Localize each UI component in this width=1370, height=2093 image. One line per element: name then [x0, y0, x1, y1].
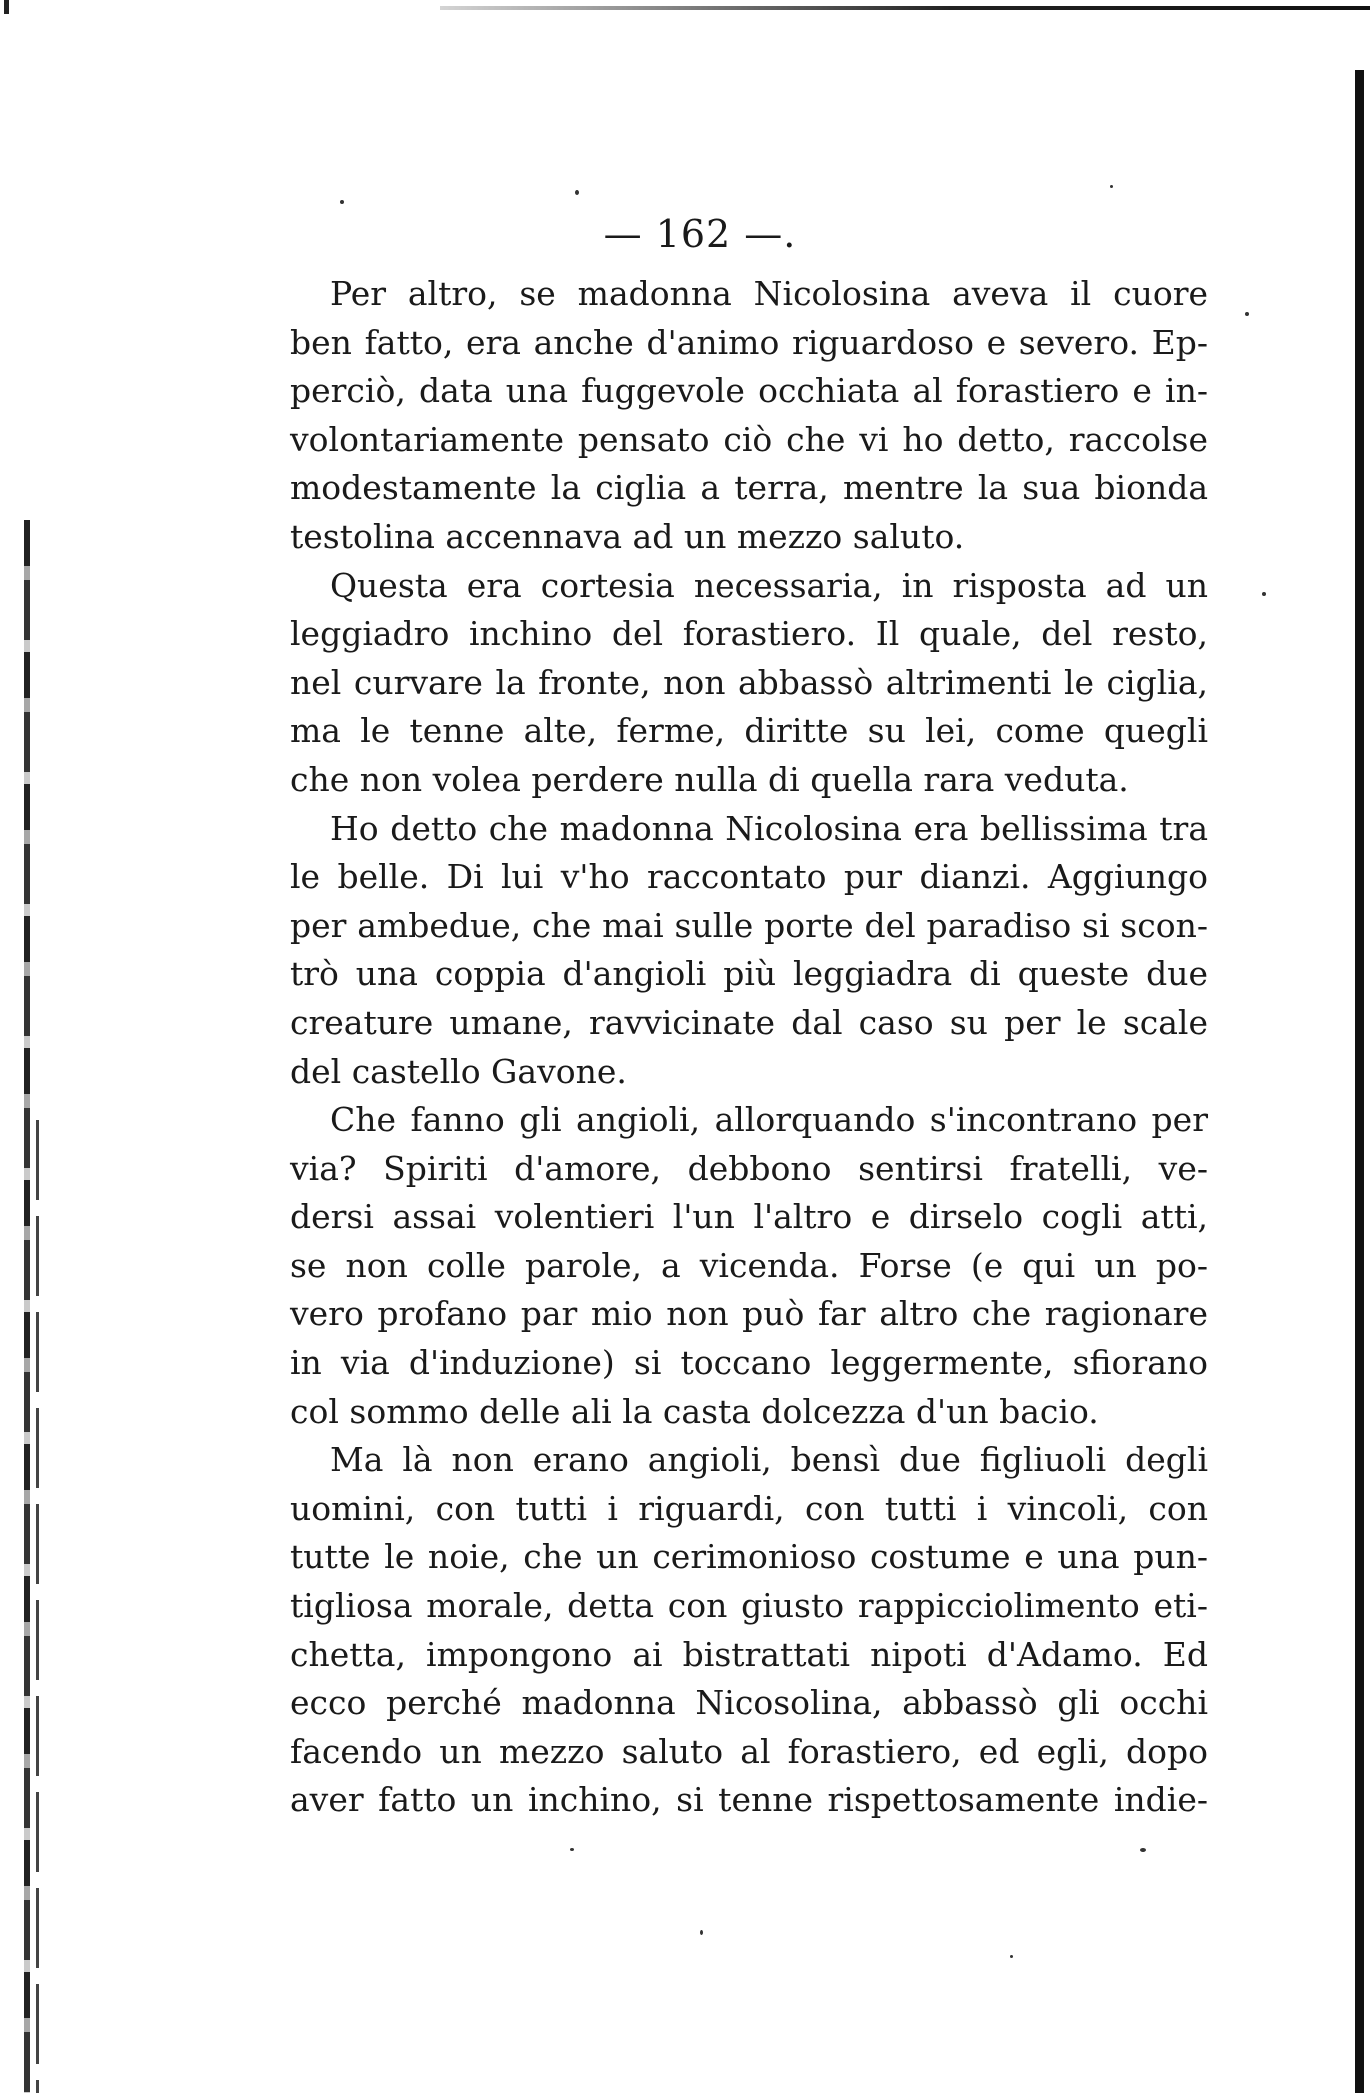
page-body [290, 270, 1208, 1825]
text-line: tigliosa morale, detta con giusto rappicciolimento eti- [290, 1586, 1208, 1626]
text-line: leggiadro inchino del forastiero. Il quale, del resto, [290, 614, 1208, 654]
text-line: Per altro, se madonna Nicolosina aveva il cuore [330, 274, 1208, 313]
text-line: se non colle parole, a vicenda. Forse (e qui un po- [290, 1245, 1208, 1285]
text-line: facendo un mezzo saluto al forastiero, ed egli, dopo [290, 1731, 1208, 1771]
text-line: ma le tenne alte, ferme, diritte su lei, come quegli [290, 711, 1208, 751]
text-line: col sommo delle ali la casta dolcezza d'un bacio. [290, 1391, 1099, 1431]
text-line: del castello Gavone. [290, 1051, 627, 1091]
scan-speck [1140, 1848, 1146, 1852]
text-line: Che fanno gli angioli, allorquando s'incontrano per [330, 1100, 1208, 1140]
scan-edge-left-inner [36, 1120, 39, 2093]
scan-speck [1245, 312, 1249, 316]
scan-speck [340, 200, 344, 204]
scan-speck [1262, 592, 1266, 596]
text-line: perciò, data una fuggevole occhiata al forastiero e in- [290, 371, 1208, 411]
text-line: le belle. Di lui v'ho raccontato pur dianzi. Aggiungo [290, 857, 1208, 897]
scan-artifact [4, 0, 9, 14]
text-line: volontariamente pensato ciò che vi ho detto, raccolse [290, 419, 1208, 459]
text-line: Questa era cortesia necessaria, in risposta ad un [330, 565, 1208, 605]
text-line: nel curvare la fronte, non abbassò altrimenti le ciglia, [290, 662, 1208, 702]
text-line: vero profano par mio non può far altro che ragionare [290, 1294, 1208, 1334]
text-line: via? Spiriti d'amore, debbono sentirsi fratelli, ve- [290, 1148, 1208, 1188]
text-line: in via d'induzione) si toccano leggermente, sfiorano [290, 1343, 1208, 1383]
text-line: Ma là non erano angioli, bensì due figliuoli degli [330, 1440, 1208, 1480]
text-line: aver fatto un inchino, si tenne rispettosamente indie- [290, 1780, 1208, 1820]
text-line: creature umane, ravvicinate dal caso su per le scale [290, 1002, 1208, 1042]
scan-speck [700, 1930, 703, 1935]
scan-speck [1010, 1955, 1013, 1958]
text-line: uomini, con tutti i riguardi, con tutti i vincoli, con [290, 1488, 1208, 1528]
scan-edge-right [1355, 70, 1364, 2093]
text-line: testolina accennava ad un mezzo saluto. [290, 516, 965, 556]
page-number: — 162 —. [603, 212, 797, 256]
text-line: per ambedue, che mai sulle porte del paradiso si scon- [290, 905, 1208, 945]
scan-edge-top [440, 6, 1370, 10]
text-line: che non volea perdere nulla di quella rara veduta. [290, 759, 1129, 799]
text-line: Ho detto che madonna Nicolosina era bellissima tra [330, 808, 1208, 848]
text-line: ben fatto, era anche d'animo riguardoso e severo. Ep- [290, 322, 1208, 362]
text-line: chetta, impongono ai bistrattati nipoti d'Adamo. Ed [290, 1634, 1208, 1674]
text-line: modestamente la ciglia a terra, mentre la sua bionda [290, 468, 1208, 508]
scan-speck [1110, 185, 1113, 188]
scan-edge-left [24, 520, 30, 2093]
scan-speck [570, 1848, 574, 1851]
text-line: trò una coppia d'angioli più leggiadra di queste due [290, 954, 1208, 994]
text-line: dersi assai volentieri l'un l'altro e dirselo cogli atti, [290, 1197, 1208, 1237]
text-line: ecco perché madonna Nicosolina, abbassò gli occhi [290, 1683, 1208, 1723]
text-line: tutte le noie, che un cerimonioso costume e una pun- [290, 1537, 1208, 1577]
scan-speck [575, 190, 579, 195]
